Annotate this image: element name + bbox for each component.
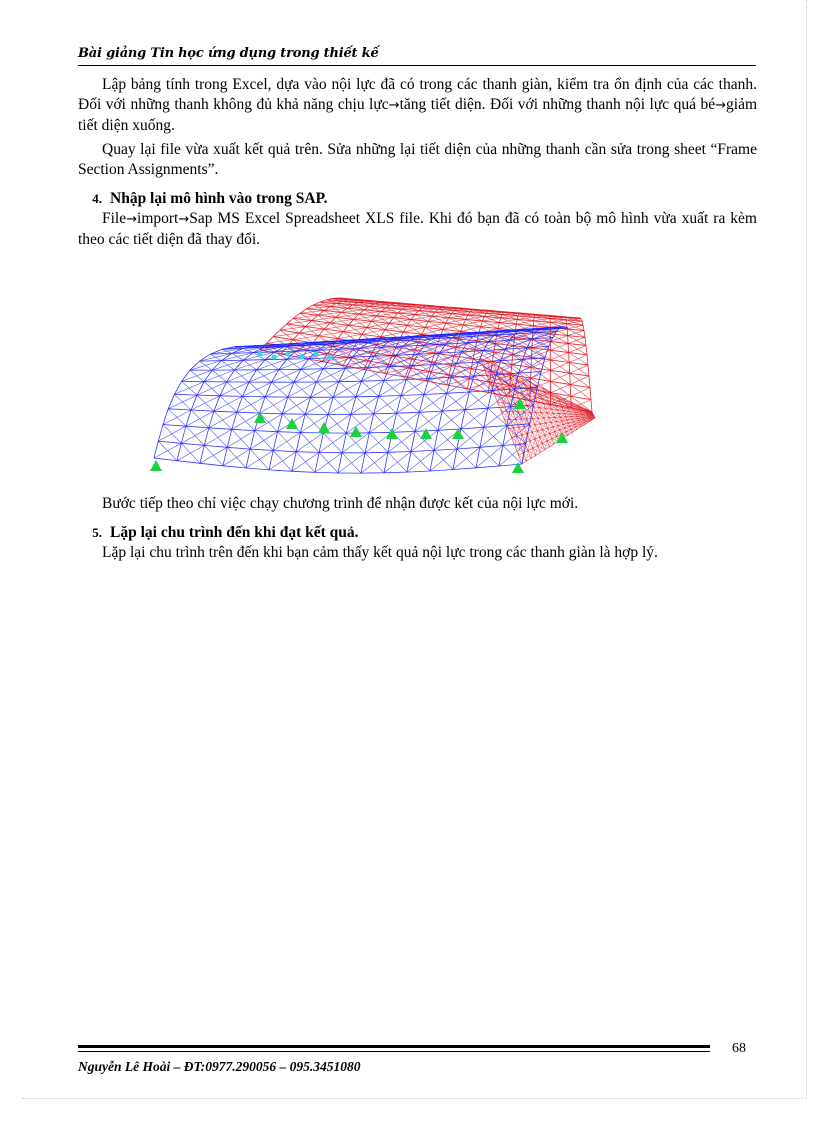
- arrow-right-icon: →: [388, 98, 400, 113]
- truss-member-blue: [200, 445, 227, 465]
- truss-member-blue: [384, 452, 411, 473]
- arrow-right-icon: →: [126, 212, 138, 227]
- truss-member-blue: [356, 381, 384, 397]
- truss-member-blue: [223, 447, 250, 468]
- footer-rule: [78, 1045, 710, 1048]
- ridge-node-icon: [272, 355, 277, 360]
- running-header: Bài giảng Tin học ứng dụng trong thiết kế: [78, 46, 379, 61]
- truss-member-blue: [292, 452, 319, 473]
- paragraph-edit-sections: Quay lại file vừa xuất kết quả trên. Sửa những lại tiết diện của những thanh cần sửa trong sheet “Frame Section Assignments”.: [78, 141, 757, 178]
- page-number: 68: [732, 1041, 746, 1056]
- truss-member-blue: [243, 382, 272, 397]
- truss-member-blue: [204, 370, 234, 382]
- footer-author: Nguyễn Lê Hoài – ĐT:0977.290056 – 095.3451080: [78, 1059, 361, 1074]
- truss-member-red: [570, 385, 591, 400]
- truss-member-blue: [407, 450, 434, 472]
- support-triangle-icon: [420, 428, 432, 439]
- ridge-node-icon: [258, 352, 263, 357]
- page-border: [806, 0, 807, 1098]
- ridge-node-icon: [328, 355, 333, 360]
- support-triangle-icon: [350, 426, 362, 437]
- paragraph-run-program: Bước tiếp theo chỉ việc chạy chương trình để nhận được kết của nội lực mới.: [102, 495, 579, 512]
- truss-member-blue: [177, 345, 281, 461]
- truss-member-blue: [154, 441, 181, 461]
- paragraph-import: [78, 209, 757, 250]
- truss-member-blue: [315, 452, 342, 473]
- footer-rule: [78, 1051, 710, 1052]
- truss-member-blue: [174, 381, 204, 395]
- paragraph-text: giảm tiết diện xuống.: [78, 96, 758, 134]
- truss-member-blue: [223, 343, 319, 466]
- ridge-node-icon: [300, 355, 305, 360]
- paragraph-text: tăng tiết diện. Đối với những thanh nội lực quá bé: [399, 96, 716, 113]
- arrow-right-icon: →: [715, 98, 727, 113]
- support-triangle-icon: [318, 422, 330, 433]
- truss-member-blue: [288, 382, 317, 397]
- truss-member-blue: [296, 433, 323, 453]
- truss-member-blue: [480, 426, 507, 448]
- truss-member-blue: [249, 370, 279, 383]
- section-number: 5.: [92, 525, 102, 540]
- truss-member-blue: [429, 363, 457, 378]
- truss-member-blue: [191, 395, 220, 411]
- truss-member-blue: [311, 382, 339, 398]
- section-title: Lặp lại chu trình đến khi đạt kết quả.: [110, 524, 359, 541]
- truss-member-blue: [338, 453, 365, 473]
- page-body-lower: [78, 494, 757, 567]
- truss-member-blue: [476, 446, 503, 468]
- truss-member-blue: [265, 382, 294, 397]
- paragraph-text: import: [137, 210, 179, 227]
- ridge-node-icon: [314, 352, 319, 357]
- truss-member-blue: [158, 441, 526, 453]
- truss-member-blue: [319, 433, 346, 453]
- truss-member-red: [550, 381, 570, 396]
- truss-member-blue: [168, 394, 197, 410]
- paragraph-text: Sap MS Excel Spreadsheet XLS file. Khi đó bạn đã có toàn bộ mô hình vừa xuất ra kèm theo các tiết diện đã thay đổi.: [78, 210, 757, 248]
- truss-member-blue: [269, 451, 296, 472]
- truss-member-blue: [227, 370, 257, 382]
- truss-member-blue: [246, 449, 273, 470]
- truss-member-blue: [154, 346, 262, 458]
- arrow-right-icon: →: [178, 212, 190, 227]
- page-body: [78, 75, 757, 254]
- truss-member-blue: [200, 353, 232, 361]
- section-number: 4.: [92, 191, 102, 206]
- support-triangle-icon: [150, 460, 162, 471]
- truss-member-blue: [453, 447, 480, 469]
- truss-member-blue: [316, 368, 345, 382]
- truss-member-blue: [333, 381, 361, 397]
- ridge-node-icon: [286, 352, 291, 357]
- sap-truss-dome-figure: [140, 288, 610, 484]
- section-title: Nhập lại mô hình vào trong SAP.: [110, 190, 328, 207]
- truss-member-blue: [197, 382, 227, 396]
- truss-member-blue: [294, 369, 323, 382]
- truss-member-blue: [272, 369, 301, 382]
- paragraph-text: File: [102, 210, 127, 227]
- paragraph-excel-check: [78, 75, 757, 136]
- truss-member-blue: [384, 366, 412, 381]
- truss-member-blue: [214, 396, 243, 412]
- truss-member-blue: [154, 458, 522, 473]
- truss-member-blue: [339, 368, 368, 382]
- truss-member-blue: [361, 452, 388, 473]
- header-rule: [78, 65, 756, 66]
- paragraph-text: Lập bảng tính trong Excel, dựa vào nội lực đã có trong các thanh giàn, kiểm tra ổn định của các thanh. Đối với những thanh không đủ khả năng chịu lực: [78, 76, 757, 113]
- section-heading-4: [78, 189, 757, 209]
- truss-member-blue: [220, 382, 249, 397]
- page-border: [22, 1098, 806, 1099]
- section-heading-5: [78, 523, 757, 543]
- truss-member-red: [480, 358, 490, 370]
- truss-member-blue: [177, 443, 204, 463]
- paragraph-repeat: Lặp lại chu trình trên đến khi bạn cảm thấy kết quả nội lực trong các thanh giàn là hợp lý.: [102, 544, 658, 561]
